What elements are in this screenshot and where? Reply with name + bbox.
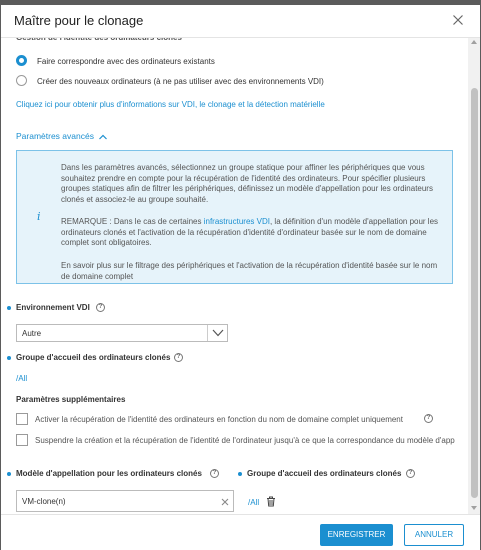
fqdn-identity-label: Activer la récupération de l'identité des ordinateurs en fonction du nom de domaine complet uniquement (35, 415, 403, 424)
vertical-scrollbar[interactable] (468, 38, 480, 514)
note-prefix: REMARQUE : Dans le cas de certaines (61, 217, 204, 226)
required-dot (7, 472, 11, 476)
dialog-header (1, 5, 480, 38)
cancel-button[interactable]: ANNULER (404, 524, 464, 546)
help-icon[interactable]: ? (210, 469, 219, 478)
advanced-settings-toggle[interactable] (16, 131, 108, 141)
radio-match-existing[interactable] (16, 55, 27, 66)
scrollbar-thumb[interactable] (471, 88, 478, 498)
clear-icon[interactable] (220, 497, 230, 507)
dialog-body (1, 38, 468, 514)
dialog-footer (1, 514, 480, 550)
scroll-down-arrow[interactable] (471, 506, 477, 510)
fqdn-identity-checkbox[interactable] (16, 413, 28, 425)
vdi-environment-select[interactable] (16, 324, 228, 342)
naming-template-value: VM-clone(n) (22, 497, 66, 506)
trash-icon[interactable] (266, 496, 276, 507)
suspend-creation-label: Suspendre la création et la récupération de l'identité de l'ordinateur jusqu'à ce que la correspondance du modèle d'app (35, 436, 455, 445)
radio-create-new[interactable] (16, 75, 27, 86)
additional-settings-label: Paramètres supplémentaires (16, 395, 126, 404)
required-dot (7, 306, 11, 310)
advanced-note-paragraph (61, 217, 447, 249)
advanced-info-box (16, 150, 453, 284)
naming-template-label: Modèle d'appellation pour les ordinateurs clonés (16, 469, 202, 478)
home-group-link[interactable]: /All (16, 374, 28, 383)
suspend-creation-checkbox[interactable] (16, 434, 28, 446)
required-dot (7, 356, 11, 360)
naming-home-group-link[interactable]: /All (248, 498, 260, 507)
note-suffix: , la définition d'un modèle d'appellation pour les ordinateurs clonés et l'activation de la récupération d'identité d'ordinateur basée sur le nom de domaine complet sont obligatoires. (61, 217, 439, 247)
radio-match-existing-label: Faire correspondre avec des ordinateurs existants (37, 57, 215, 66)
scroll-up-arrow[interactable] (471, 40, 477, 44)
vdi-info-link[interactable]: Cliquez ici pour obtenir plus d'informations sur VDI, le clonage et la détection matérielle (16, 100, 325, 109)
naming-home-group-label: Groupe d'accueil des ordinateurs clonés (247, 469, 402, 478)
vdi-environment-label: Environnement VDI (16, 303, 90, 312)
info-icon: i (37, 210, 41, 223)
close-icon[interactable] (450, 12, 466, 28)
advanced-info-paragraph: Dans les paramètres avancés, sélectionnez un groupe statique pour affiner les périphériques que vous souhaitez prendre en compte pour la récupération de l'identité des ordinateurs. Pour spécifier plusieurs groupes statiques afin de filtrer les périphériques, définissez un modèle d'appellation pour les ordinateurs clonés et associez-le au groupe souhaité. (61, 163, 433, 204)
advanced-settings-label: Paramètres avancés (16, 131, 94, 141)
vdi-environment-value: Autre (22, 329, 42, 338)
help-icon[interactable]: ? (96, 303, 105, 312)
filtering-learn-more-link[interactable]: En savoir plus sur le filtrage des périphériques et l'activation de la récupération d'identité basée sur le nom de domaine complet (61, 261, 438, 281)
vdi-infrastructures-link[interactable]: infrastructures VDI (203, 217, 270, 226)
required-dot (238, 472, 242, 476)
help-icon[interactable]: ? (406, 469, 415, 478)
naming-template-input[interactable] (16, 490, 234, 512)
dropdown-arrow[interactable] (207, 325, 227, 341)
help-icon[interactable]: ? (424, 414, 433, 423)
chevron-down-icon (208, 325, 228, 341)
chevron-up-icon (98, 133, 108, 141)
radio-create-new-label: Créer des nouveaux ordinateurs (à ne pas utiliser avec des environnements VDI) (37, 77, 324, 86)
help-icon[interactable]: ? (174, 353, 183, 362)
dialog-title: Maître pour le clonage (14, 13, 144, 28)
home-group-label: Groupe d'accueil des ordinateurs clonés (16, 353, 171, 362)
cloning-master-dialog (1, 5, 480, 550)
save-button[interactable]: ENREGISTRER (320, 524, 393, 546)
